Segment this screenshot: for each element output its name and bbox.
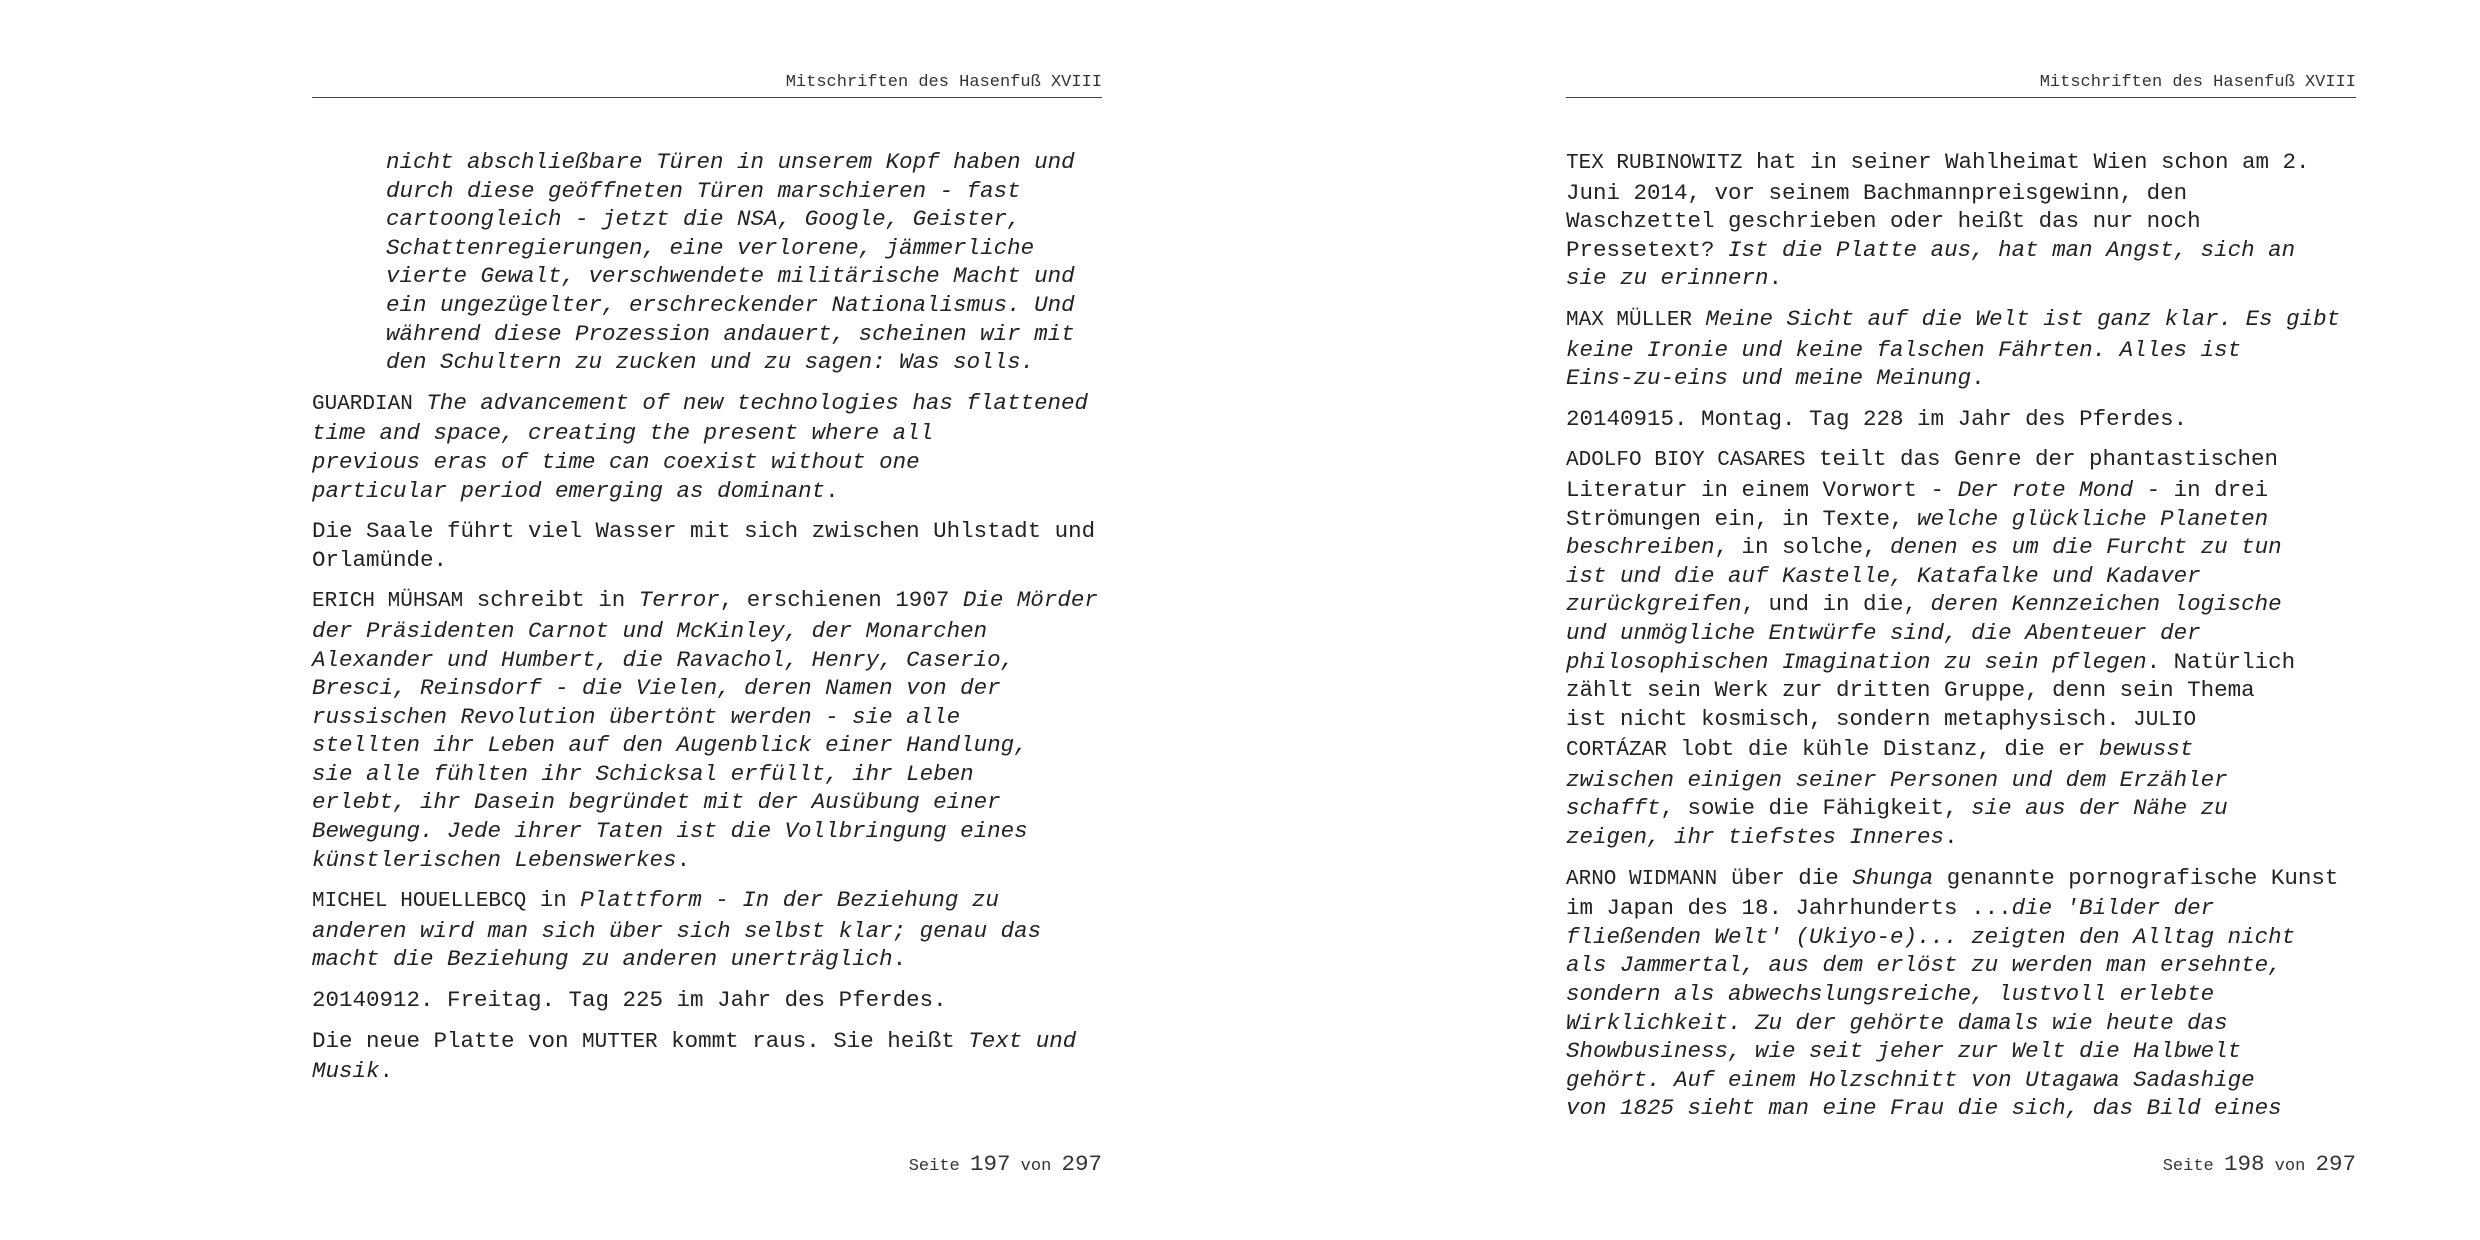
text-segment: über die [1717, 864, 1853, 891]
page-number [312, 1150, 1102, 1181]
text-line [312, 617, 1102, 646]
quoted-text: Meine Sicht auf die Welt ist ganz klar. Es gibt [1705, 305, 2341, 332]
quoted-text: vierte Gewalt, verschwendete militärische Macht und [386, 263, 1075, 290]
text-segment: schreibt in [463, 587, 639, 614]
quoted-text: erlebt, ihr Dasein begründet mit der Ausübung einer [312, 789, 1001, 816]
text-segment: Die Saale führt viel Wasser mit sich zwischen Uhlstadt und [312, 518, 1096, 545]
quoted-text: während diese Prozession andauert, scheinen wir mit [386, 320, 1075, 347]
text-line [1566, 533, 2356, 562]
text-segment: Literatur in einem Vorwort - [1566, 476, 1958, 503]
text-segment: hat in seiner Wahlheimat Wien schon am 2. [1742, 149, 2310, 175]
quoted-text: der Präsidenten Carnot und McKinley, der Monarchen [312, 617, 988, 644]
author-name: CORTÁZAR [1566, 739, 1667, 763]
quoted-text: previous eras of time can coexist without one [312, 448, 920, 475]
author-name: JULIO [2133, 708, 2197, 732]
text-line [1566, 179, 2356, 208]
quoted-text: macht die Beziehung zu anderen unerträglich [312, 946, 893, 973]
text-line [312, 674, 1102, 703]
text-line [386, 234, 1102, 263]
text-line [312, 1027, 1102, 1058]
text-line [1566, 619, 2356, 648]
text-segment: - in drei [2133, 476, 2269, 503]
author-name: MAX MÜLLER [1566, 308, 1693, 332]
text-line [1566, 445, 2356, 476]
text-line [386, 177, 1102, 206]
text-line [312, 788, 1102, 817]
quoted-text: welche glückliche Planeten [1917, 505, 2269, 532]
text-line [386, 348, 1102, 377]
quoted-text: und unmögliche Entwürfe sind, die Abenteuer der [1566, 619, 2201, 646]
text-line [386, 320, 1102, 349]
quoted-text: Bewegung. Jede ihrer Taten ist die Vollbringung eines [312, 818, 1028, 845]
page-body [1566, 148, 2356, 1135]
paragraph [312, 986, 1102, 1015]
text-segment: kommt raus. Sie heißt [657, 1027, 969, 1054]
quoted-text: die 'Bilder der [2011, 895, 2215, 922]
folio-total: 297 [2315, 1151, 2356, 1177]
text-line [312, 546, 1102, 575]
quoted-text: den Schultern zu zucken und zu sagen: Was solls. [386, 349, 1035, 376]
quoted-text: gehört. Auf einem Holzschnitt von Utagawa Sadashige [1566, 1066, 2255, 1093]
text-line [1566, 676, 2356, 705]
running-head: Mitschriften des Hasenfuß XVIII [312, 72, 1102, 98]
text-line [312, 917, 1102, 946]
text-line [312, 477, 1102, 506]
text-line [1566, 735, 2356, 766]
text-line [312, 703, 1102, 732]
text-segment: Pressetext? [1566, 236, 1729, 263]
quoted-text: cartoongleich - jetzt die NSA, Google, Geister, [386, 206, 1021, 233]
running-head: Mitschriften des Hasenfuß XVIII [1566, 72, 2356, 98]
text-line [312, 817, 1102, 846]
quoted-text: sie alle fühlten ihr Schicksal erfüllt, ihr Leben [312, 760, 974, 787]
text-line [1566, 505, 2356, 534]
quoted-text: Text und [968, 1027, 1077, 1054]
text-segment [413, 390, 427, 416]
text-line [312, 886, 1102, 917]
quoted-text: Plattform - In der Beziehung zu [580, 887, 999, 914]
text-line [312, 731, 1102, 760]
author-name: ADOLFO BIOY CASARES [1566, 449, 1806, 473]
quoted-text: nicht abschließbare Türen in unserem Kopf haben und [386, 149, 1075, 175]
text-segment: . Natürlich [2146, 648, 2296, 675]
quoted-text: Ist die Platte aus, hat man Angst, sich an [1728, 236, 2296, 263]
text-line [312, 419, 1102, 448]
quoted-text: keine Ironie und keine falschen Fährten. Alles ist [1566, 336, 2242, 363]
text-line [1566, 405, 2356, 434]
text-line [1566, 1066, 2356, 1095]
text-line [312, 986, 1102, 1015]
quoted-text: russischen Revolution übertönt werden - sie alle [312, 703, 961, 730]
text-segment: . [1971, 365, 1985, 392]
text-line [1566, 894, 2356, 923]
author-name: ARNO WIDMANN [1566, 867, 1718, 891]
folio-middle: von [2274, 1157, 2306, 1176]
text-segment: genannte pornografische Kunst [1933, 864, 2339, 891]
text-segment: Orlamünde. [312, 546, 448, 573]
text-segment: . [892, 946, 907, 973]
text-line [312, 945, 1102, 974]
text-line [312, 389, 1102, 420]
text-segment: Waschzettel geschrieben oder heißt das nur noch [1566, 208, 2201, 235]
quoted-text: ist und die auf Kastelle, Katafalke und Kadaver [1566, 562, 2201, 589]
author-name: TEX RUBINOWITZ [1566, 152, 1743, 175]
folio-prefix: Seite [908, 1157, 960, 1176]
quoted-text: durch diese geöffneten Türen marschieren - fast [386, 177, 1021, 204]
quoted-text: Bresci, Reinsdorf - die Vielen, deren Namen von der [312, 675, 1001, 702]
text-line [312, 646, 1102, 675]
quoted-text: schafft [1566, 795, 1661, 822]
text-segment: ist nicht kosmisch, sondern metaphysisch. [1566, 705, 2134, 732]
text-line [1566, 305, 2356, 336]
paragraph [1566, 445, 2356, 851]
text-segment: 20140915. Montag. Tag 228 im Jahr des Pferdes. [1566, 405, 2188, 432]
quoted-text: Der rote Mond [1957, 476, 2134, 503]
text-segment: 20140912. Freitag. Tag 225 im Jahr des Pferdes. [312, 987, 947, 1014]
text-line [1566, 264, 2356, 293]
text-line [1566, 364, 2356, 393]
paragraph [1566, 148, 2356, 293]
text-segment: , und in die, [1741, 591, 1931, 618]
text-line [1566, 1009, 2356, 1038]
text-segment: . [1768, 265, 1783, 292]
quoted-text: time and space, creating the present where all [312, 420, 934, 447]
quoted-text: Wirklichkeit. Zu der gehörte damals wie heute das [1566, 1009, 2228, 1036]
quoted-text: particular period emerging as dominant [312, 477, 826, 504]
text-line [1566, 207, 2356, 236]
text-segment: Die neue Platte von [312, 1027, 583, 1054]
text-line [1566, 476, 2356, 505]
folio-middle: von [1020, 1157, 1052, 1176]
quoted-text: Musik [312, 1058, 380, 1085]
text-line [1566, 336, 2356, 365]
text-line [1566, 766, 2356, 795]
quoted-text: bewusst [2098, 736, 2194, 763]
text-segment: , in solche, [1714, 534, 1891, 561]
folio-number: 198 [2223, 1151, 2265, 1177]
quoted-text: beschreiben [1566, 534, 1715, 561]
paragraph [312, 148, 1102, 377]
text-line [386, 205, 1102, 234]
quoted-text: denen es um die Furcht zu tun [1890, 534, 2282, 561]
quoted-text: Shunga [1852, 864, 1934, 891]
text-line [312, 760, 1102, 789]
text-line [1566, 794, 2356, 823]
folio-number: 197 [969, 1151, 1011, 1177]
text-segment: . [379, 1058, 394, 1085]
folio-total: 297 [1061, 1151, 1102, 1177]
text-segment: . [1944, 824, 1958, 851]
text-segment: teilt das Genre der phantastischen [1805, 446, 2279, 473]
text-line [1566, 705, 2356, 736]
text-line [312, 586, 1102, 617]
quoted-text: anderen wird man sich über sich selbst klar; genau das [312, 917, 1042, 944]
text-line [1566, 951, 2356, 980]
quoted-text: Terror [638, 587, 720, 614]
page-body [312, 148, 1102, 1098]
text-segment: , erschienen 1907 [719, 587, 963, 614]
text-line [1566, 148, 2356, 179]
quoted-text: Schattenregierungen, eine verlorene, jämmerliche [386, 234, 1035, 261]
text-line [386, 262, 1102, 291]
text-line [1566, 562, 2356, 591]
text-line [312, 517, 1102, 546]
quoted-text: fließenden Welt' (Ukiyo-e)... zeigten den Alltag nicht [1566, 923, 2296, 950]
page-number [1566, 1150, 2356, 1181]
quoted-text: Eins-zu-eins und meine Meinung [1566, 365, 1972, 392]
text-segment: im Japan des 18. Jahrhunderts ... [1566, 895, 2012, 922]
text-line [312, 846, 1102, 875]
quoted-text: als Jammertal, aus dem erlöst zu werden man ersehnte, [1566, 952, 2282, 979]
author-name: ERICH MÜHSAM [312, 590, 464, 614]
author-name: MICHEL HOUELLEBCQ [312, 890, 527, 914]
text-line [1566, 590, 2356, 619]
text-line [1566, 1094, 2356, 1123]
quoted-text: Die Mörder [962, 587, 1098, 614]
paragraph [1566, 405, 2356, 434]
quoted-text: Alexander und Humbert, die Ravachol, Henry, Caserio, [312, 646, 1015, 673]
quoted-text: sie zu erinnern [1566, 265, 1769, 292]
text-line [1566, 236, 2356, 265]
text-segment: . [676, 846, 691, 873]
left-page [312, 0, 1102, 1240]
text-line [1566, 923, 2356, 952]
text-segment: , sowie die Fähigkeit, [1660, 795, 1972, 822]
quoted-text: deren Kennzeichen logische [1930, 591, 2282, 618]
text-segment: lobt die kühle Distanz, die er [1666, 736, 2099, 763]
text-line [1566, 980, 2356, 1009]
text-line [1566, 1037, 2356, 1066]
text-segment: zählt sein Werk zur dritten Gruppe, denn sein Thema [1566, 677, 2255, 704]
quoted-text: zeigen, ihr tiefstes Inneres [1566, 824, 1945, 851]
paragraph [312, 389, 1102, 505]
text-segment: Juni 2014, vor seinem Bachmannpreisgewinn, den [1566, 179, 2188, 206]
paragraph [312, 586, 1102, 874]
right-page [1566, 0, 2356, 1240]
text-line [1566, 864, 2356, 895]
text-segment: in [526, 887, 581, 914]
text-segment: Strömungen ein, in Texte, [1566, 505, 1918, 532]
quoted-text: Showbusiness, wie seit jeher zur Welt die Halbwelt [1566, 1038, 2242, 1065]
quoted-text: ein ungezügelter, erschreckender Nationalismus. Und [386, 291, 1075, 318]
quoted-text: The advancement of new technologies has flattened [426, 389, 1088, 416]
author-name: GUARDIAN [312, 392, 413, 416]
quoted-text: zwischen einigen seiner Personen und dem Erzähler [1566, 766, 2228, 793]
text-line [386, 148, 1102, 177]
text-line [386, 291, 1102, 320]
quoted-text: sie aus der Nähe zu [1971, 795, 2228, 822]
text-line [312, 1057, 1102, 1086]
paragraph [312, 886, 1102, 974]
paragraph [1566, 305, 2356, 393]
text-line [312, 448, 1102, 477]
paragraph [312, 1027, 1102, 1086]
quoted-text: stellten ihr Leben auf den Augenblick einer Handlung, [312, 732, 1028, 759]
text-segment [1692, 306, 1706, 332]
paragraph [312, 517, 1102, 574]
quoted-text: künstlerischen Lebenswerkes [312, 846, 677, 873]
text-segment: . [825, 477, 839, 504]
quoted-text: zurückgreifen [1566, 591, 1742, 618]
author-name: MUTTER [582, 1030, 658, 1054]
quoted-text: philosophischen Imagination zu sein pflegen [1566, 648, 2147, 675]
text-line [1566, 823, 2356, 852]
quoted-text: von 1825 sieht man eine Frau die sich, das Bild eines [1566, 1095, 2282, 1122]
paragraph [1566, 864, 2356, 1123]
text-line [1566, 648, 2356, 677]
quoted-text: sondern als abwechslungsreiche, lustvoll erlebte [1566, 981, 2215, 1008]
folio-prefix: Seite [2162, 1157, 2214, 1176]
